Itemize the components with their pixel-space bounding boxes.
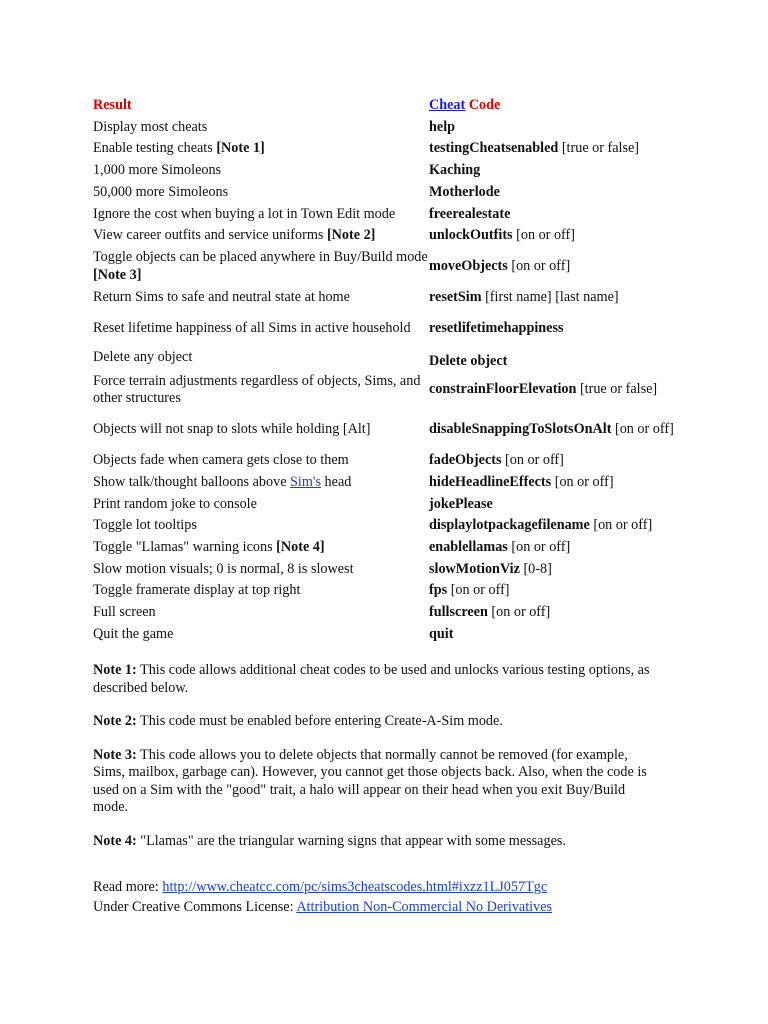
code-cell — [429, 537, 693, 559]
source-url-link[interactable]: http://www.cheatcc.com/pc/sims3cheatscodes.html#ixzz1LJ057Tgc — [162, 879, 548, 896]
code-cell — [429, 624, 693, 646]
result-text: Enable testing cheats — [93, 140, 217, 157]
cheat-args: [0-8] — [519, 560, 552, 577]
sims-link[interactable]: Sim's — [290, 473, 321, 490]
table-row — [93, 624, 693, 646]
cheat-code: moveObjects — [429, 258, 508, 275]
code-cell — [429, 287, 693, 309]
note-text: "Llamas" are the triangular warning signs that appear with some messages. — [136, 832, 566, 849]
result-text: 50,000 more Simoleons — [93, 183, 229, 200]
cheat-code: hideHeadlineEffects — [429, 473, 552, 490]
result-text: 1,000 more Simoleons — [93, 162, 222, 179]
cheat-args: [on or off] — [611, 421, 674, 438]
cheat-args: [on or off] — [507, 258, 571, 275]
code-cell — [429, 182, 693, 204]
cheat-code: fullscreen — [429, 604, 488, 621]
code-cell — [429, 160, 693, 182]
cheat-code-column-header — [429, 95, 693, 117]
result-cell — [93, 450, 429, 472]
table-row — [93, 559, 693, 581]
note-label: Note 1: — [93, 662, 137, 679]
code-cell — [429, 494, 693, 516]
cheat-args: [on or off] — [447, 582, 510, 599]
table-row — [93, 450, 693, 472]
code-cell — [429, 117, 693, 139]
result-cell — [93, 349, 429, 371]
result-text: Full screen — [93, 604, 156, 621]
note-3 — [93, 747, 653, 817]
table-row — [93, 203, 693, 225]
result-cell — [93, 287, 429, 309]
table-row — [93, 370, 693, 410]
result-cell — [93, 410, 429, 450]
cheat-code: quit — [429, 625, 454, 642]
document-page — [93, 95, 713, 917]
result-text: Toggle objects can be placed anywhere in Buy/Build mode — [93, 249, 428, 266]
result-text: Reset lifetime happiness of all Sims in active household — [93, 319, 411, 336]
note-2 — [93, 713, 653, 731]
cheat-code: unlockOutfits — [429, 227, 513, 244]
result-cell — [93, 138, 429, 160]
result-text: Return Sims to safe and neutral state at home — [93, 288, 350, 305]
result-text: Toggle lot tooltips — [93, 517, 197, 534]
result-cell — [93, 515, 429, 537]
cheat-args: [on or off] — [512, 227, 575, 244]
cheat-args: [on or off] — [507, 539, 571, 556]
result-text: Quit the game — [93, 625, 174, 642]
result-text: Display most cheats — [93, 118, 208, 135]
cheat-args: [true or false] — [558, 140, 640, 157]
code-cell — [429, 410, 693, 450]
table-row — [93, 247, 693, 287]
code-cell — [429, 225, 693, 247]
result-cell — [93, 225, 429, 247]
license-link[interactable]: Attribution Non-Commercial No Derivatives — [296, 899, 553, 916]
cheat-args: [true or false] — [576, 381, 658, 398]
code-cell — [429, 370, 693, 410]
result-text: Toggle framerate display at top right — [93, 582, 301, 599]
license-label: Under Creative Commons License: — [93, 899, 297, 916]
cheat-code: jokePlease — [429, 495, 493, 512]
note-text: This code allows you to delete objects that normally cannot be removed (for example, Sims, mailbox, garbage can). However, you cannot get those objects back. Also, when the code is used on a Sim with the "good" trait, a halo will appear on their head when you exit Buy/Build mode. — [93, 746, 647, 816]
result-text: Slow motion visuals; 0 is normal, 8 is slowest — [93, 560, 354, 577]
code-cell — [429, 450, 693, 472]
cheat-args: [on or off] — [487, 604, 551, 621]
cheat-code: resetSim — [429, 288, 482, 305]
table-row — [93, 349, 693, 371]
table-header-row — [93, 95, 693, 117]
cheat-code: help — [429, 118, 456, 135]
code-cell — [429, 472, 693, 494]
result-cell — [93, 472, 429, 494]
result-text: View career outfits and service uniforms — [93, 227, 327, 244]
result-cell — [93, 624, 429, 646]
cheat-code: fps — [429, 582, 448, 599]
table-row — [93, 309, 693, 349]
note-text: This code allows additional cheat codes to be used and unlocks various testing options, as described below. — [93, 662, 650, 696]
code-cell — [429, 138, 693, 160]
code-cell — [429, 309, 693, 349]
result-text-end: head — [321, 473, 352, 490]
code-header-text: Code — [468, 97, 501, 114]
table-row — [93, 225, 693, 247]
table-row — [93, 472, 693, 494]
notes-section — [93, 662, 653, 850]
result-cell — [93, 309, 429, 349]
note-label: Note 4: — [93, 832, 137, 849]
result-text: Objects fade when camera gets close to them — [93, 452, 349, 469]
note-reference: [Note 2] — [326, 227, 376, 244]
code-cell — [429, 247, 693, 287]
result-text: Ignore the cost when buying a lot in Town Edit mode — [93, 205, 396, 222]
code-cell — [429, 349, 693, 371]
cheat-code: enablellamas — [429, 539, 508, 556]
cheat-args: [on or off] — [589, 517, 653, 534]
note-4 — [93, 833, 653, 851]
cheat-code: Delete object — [429, 352, 508, 369]
cheat-code: fadeObjects — [429, 452, 502, 469]
result-column-header — [93, 95, 429, 117]
table-row — [93, 602, 693, 624]
code-cell — [429, 203, 693, 225]
note-label: Note 3: — [93, 746, 137, 763]
note-label: Note 2: — [93, 713, 137, 730]
note-reference: [Note 1] — [216, 140, 265, 157]
code-cell — [429, 515, 693, 537]
cheat-args: [on or off] — [501, 452, 564, 469]
result-cell — [93, 370, 429, 410]
result-cell — [93, 580, 429, 602]
result-text: Show talk/thought balloons above — [93, 473, 291, 490]
cheat-table — [93, 95, 693, 645]
code-cell — [429, 559, 693, 581]
table-row — [93, 287, 693, 309]
result-header-text: Result — [93, 97, 132, 114]
cheat-code: freerealestate — [429, 205, 511, 222]
result-cell — [93, 160, 429, 182]
read-more-line — [93, 877, 713, 897]
table-row — [93, 160, 693, 182]
cheat-code: Motherlode — [429, 183, 500, 200]
note-1 — [93, 662, 653, 697]
cheat-code: Kaching — [429, 162, 481, 179]
cheat-code: testingCheatsenabled — [429, 140, 559, 157]
read-more-label: Read more: — [93, 879, 163, 896]
table-row — [93, 410, 693, 450]
table-row — [93, 580, 693, 602]
cheat-code: constrainFloorElevation — [429, 381, 577, 398]
table-row — [93, 537, 693, 559]
cheat-code: displaylotpackagefilename — [429, 517, 590, 534]
result-cell — [93, 559, 429, 581]
result-cell — [93, 602, 429, 624]
cheat-code: resetlifetimehappiness — [429, 319, 564, 336]
table-row — [93, 182, 693, 204]
result-text: Force terrain adjustments regardless of objects, Sims, and other structures — [93, 372, 421, 407]
table-row — [93, 138, 693, 160]
source-footer — [93, 877, 713, 917]
cheat-header-link[interactable]: Cheat — [429, 97, 466, 114]
table-row — [93, 515, 693, 537]
cheat-code: disableSnappingToSlotsOnAlt — [429, 421, 612, 438]
result-cell — [93, 494, 429, 516]
note-text: This code must be enabled before entering Create-A-Sim mode. — [136, 713, 503, 730]
code-cell — [429, 580, 693, 602]
code-cell — [429, 602, 693, 624]
table-row — [93, 494, 693, 516]
table-row — [93, 117, 693, 139]
cheat-args: [first name] [last name] — [481, 288, 619, 305]
cheat-code: slowMotionViz — [429, 560, 520, 577]
result-cell — [93, 247, 429, 287]
license-line — [93, 897, 713, 917]
result-cell — [93, 117, 429, 139]
result-text: Print random joke to console — [93, 495, 257, 512]
result-cell — [93, 182, 429, 204]
result-cell — [93, 203, 429, 225]
result-cell — [93, 537, 429, 559]
result-text: Delete any object — [93, 348, 193, 365]
result-text: Toggle "Llamas" warning icons — [93, 539, 277, 556]
cheat-args: [on or off] — [551, 473, 614, 490]
note-reference: [Note 4] — [276, 539, 325, 556]
note-reference: [Note 3] — [93, 266, 142, 283]
result-text: Objects will not snap to slots while holding [Alt] — [93, 421, 371, 438]
